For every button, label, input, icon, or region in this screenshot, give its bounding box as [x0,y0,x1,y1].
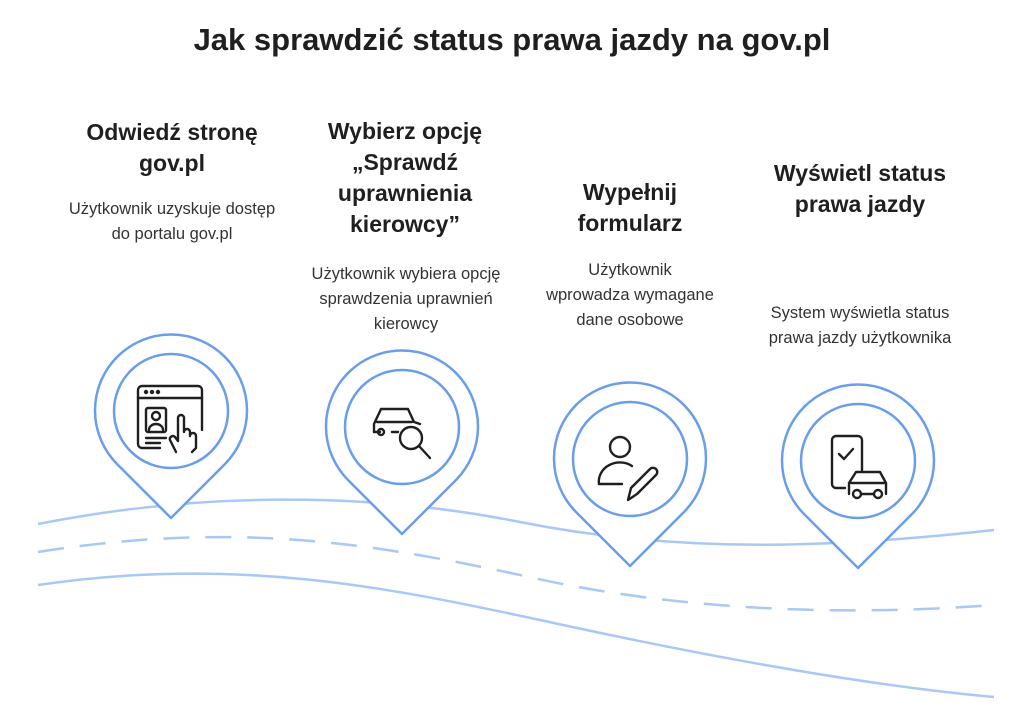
step-3-description: Użytkownik wprowadza wymagane dane osobowe [546,261,714,329]
step-4-title: Wyświetl status prawa jazdy [773,160,947,217]
road-lower-edge [38,574,994,697]
step-1-pin [95,335,247,518]
step-1-title: Odwiedź stronę gov.pl [86,119,258,176]
step-2-description: Użytkownik wybiera opcję sprawdzenia uprawnień kierowcy [311,265,501,333]
pin-3-outline [554,383,706,566]
page-title: Jak sprawdzić status prawa jazdy na gov.pl [193,22,831,57]
step-1-description: Użytkownik uzyskuje dostęp do portalu gov.pl [68,200,276,243]
pin-1-outline [95,335,247,518]
step-2-pin [326,351,478,534]
step-3-title: Wypełnij formularz [577,179,683,236]
step-3-pin [554,383,706,566]
step-2-title: Wybierz opcję „Sprawdź uprawnienia kierowcy” [327,118,483,237]
step-4-pin [782,385,934,568]
pin-4-outline [782,385,934,568]
step-4-description: System wyświetla status prawa jazdy użytkownika [768,304,952,347]
